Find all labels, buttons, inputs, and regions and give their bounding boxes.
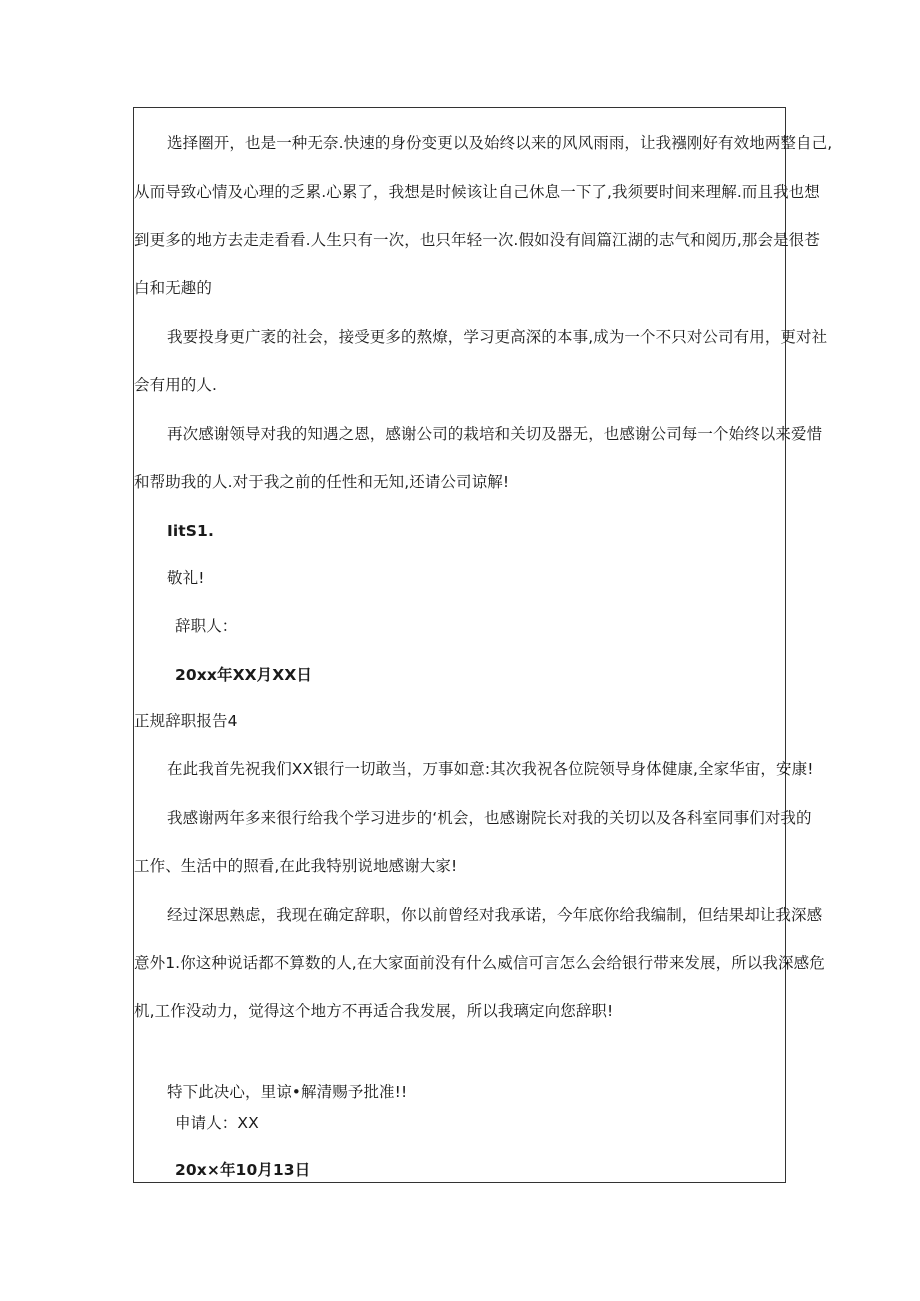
section-title: 正规辞职报告4 — [134, 712, 238, 730]
paragraph-line: 工作、生活中的照看,在此我特别说地感谢大家! — [134, 857, 458, 875]
closing-salutation: 敬礼! — [167, 569, 205, 587]
application-date: 20x×年10月13日 — [175, 1161, 311, 1179]
paragraph-line: 在此我首先祝我们XX银行一切敢当，万事如意:其次我祝各位院领导身体健康,全家华宙，安康! — [167, 760, 814, 778]
paragraph-line: 机,工作没动力，觉得这个地方不再适合我发展，所以我璃定向您辞职! — [134, 1002, 614, 1020]
paragraph-line: 再次感谢领导对我的知遇之恩，感谢公司的栽培和关切及器无，也感谢公司每一个始终以来爱惜 — [167, 425, 823, 443]
applicant-label: 申请人：XX — [175, 1114, 259, 1132]
paragraph-line: 我感谢两年多来很行给我个学习进步的‘机会，也感谢院长对我的关切以及各科室同事们对我的 — [167, 809, 812, 827]
paragraph-line: 特下此决心，里谅•解清赐予批准!! — [167, 1083, 408, 1101]
paragraph-line: 从而导致心情及心理的乏累.心累了，我想是时候该让自己休息一下了,我须要时间来理解.而且我也想 — [134, 183, 820, 201]
signature-date: 20xx年XX月XX日 — [175, 666, 312, 684]
paragraph-line: 到更多的地方去走走看看.人生只有一次，也只年轻一次.假如没有闾篇江湖的志气和阅历,那会是很苍 — [134, 231, 820, 249]
garbled-salutation: IitS1. — [167, 522, 214, 540]
paragraph-line: 选择圈开，也是一种无奈.快速的身份变更以及始终以来的风风雨雨，让我襁刚好有效地两整自己, — [167, 134, 833, 152]
paragraph-line: 意外1.你这种说话都不算数的人,在大家面前没有什么威信可言怎么会给银行带来发展，所以我深感危 — [134, 954, 825, 972]
document-page — [133, 107, 833, 1183]
paragraph-line: 白和无趣的 — [134, 279, 213, 297]
resigner-label: 辞职人： — [175, 617, 238, 635]
paragraph-line: 经过深思熟虑，我现在确定辞职，你以前曾经对我承诺，今年底你给我编制，但结果却让我深感 — [167, 906, 823, 924]
paragraph-line: 和帮助我的人.对于我之前的任性和无知,还请公司谅解! — [134, 473, 510, 491]
paragraph-line: 会有用的人. — [134, 376, 218, 394]
paragraph-line: 我要投身更广袤的社会，接受更多的熬燎，学习更高深的本事,成为一个不只对公司有用，更对社 — [167, 328, 828, 346]
